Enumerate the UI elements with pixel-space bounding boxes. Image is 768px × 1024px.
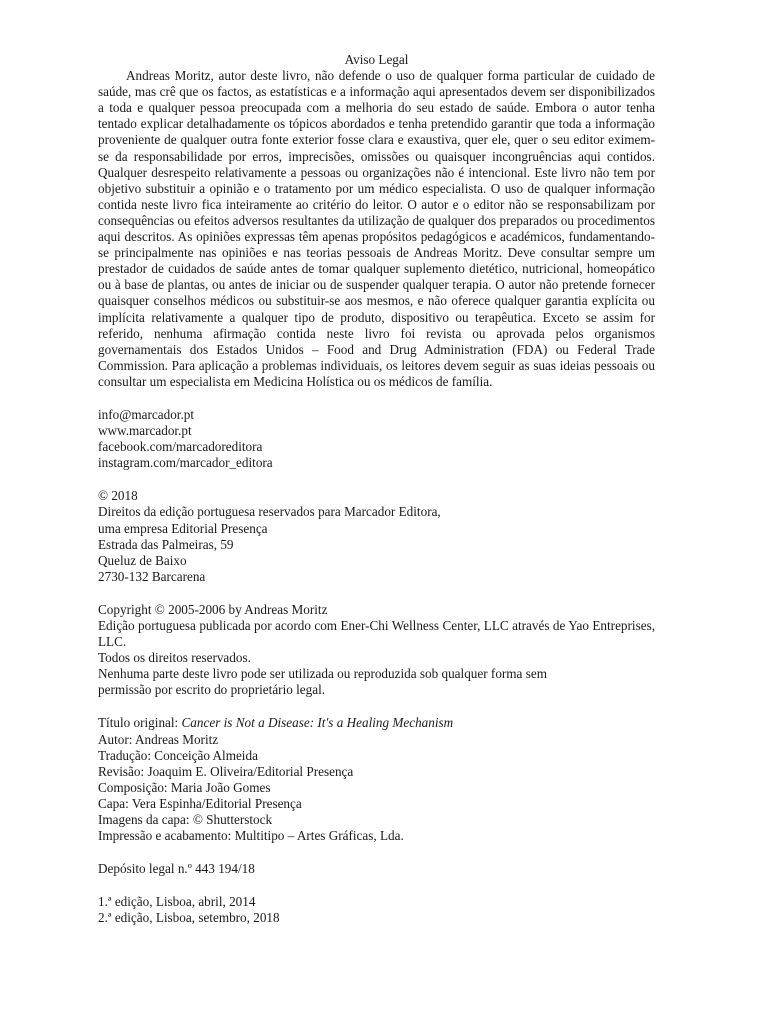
credits-composition: Composição: Maria João Gomes xyxy=(98,779,271,795)
edition-line: 2.ª edição, Lisboa, setembro, 2018 xyxy=(98,910,280,926)
contact-facebook: facebook.com/marcadoreditora xyxy=(98,439,263,455)
original-title-value: Cancer is Not a Disease: It's a Healing Mechanism xyxy=(181,715,454,731)
copyright-page xyxy=(98,52,655,927)
publisher-block xyxy=(98,488,655,585)
publisher-street: Estrada das Palmeiras, 59 xyxy=(98,536,234,552)
contact-website: www.marcador.pt xyxy=(98,423,192,439)
copyright-block xyxy=(98,602,655,699)
publisher-postal-code: 2730-132 Barcarena xyxy=(98,568,206,584)
copyright-reserved: Todos os direitos reservados. xyxy=(98,650,251,666)
credits-revision: Revisão: Joaquim E. Oliveira/Editorial Presença xyxy=(98,763,354,779)
original-title-label: Título original: xyxy=(98,715,182,731)
copyright-agreement: Edição portuguesa publicada por acordo com Ener-Chi Wellness Center, LLC através de Yao Entreprises, LLC. xyxy=(98,618,655,650)
credits-author: Autor: Andreas Moritz xyxy=(98,731,219,747)
legal-notice-title: Aviso Legal xyxy=(344,52,409,67)
publisher-company: uma empresa Editorial Presença xyxy=(98,520,268,536)
credits-cover-images: Imagens da capa: © Shutterstock xyxy=(98,812,273,828)
publisher-rights: Direitos da edição portuguesa reservados para Marcador Editora, xyxy=(98,504,441,520)
legal-deposit: Depósito legal n.º 443 194/18 xyxy=(98,861,255,877)
edition-line: 1.ª edição, Lisboa, abril, 2014 xyxy=(98,894,256,910)
publisher-locality: Queluz de Baixo xyxy=(98,552,187,568)
credits-original-title xyxy=(98,715,655,731)
credits-printing: Impressão e acabamento: Multitipo – Artes Gráficas, Lda. xyxy=(98,828,404,844)
contact-email: info@marcador.pt xyxy=(98,406,195,422)
credits-cover: Capa: Vera Espinha/Editorial Presença xyxy=(98,795,302,811)
copyright-line: Copyright © 2005-2006 by Andreas Moritz xyxy=(98,601,328,617)
publisher-copyright-year: © 2018 xyxy=(98,488,138,504)
legal-notice-body: Andreas Moritz, autor deste livro, não defende o uso de qualquer forma particular de cuidado de saúde, mas crê que os factos, as estatísticas e a informação aqui apresentados devem ser disponibilizados a toda e qualquer pessoa preocupada com a melhoria do seu estado de saúde. Embora o autor tenha tentado explicar detalhadamente os tópicos abordados e tenha pretendido garantir que toda a informação proveniente de qualquer outra fonte exterior fosse clara e exaustiva, quer ele, quer o seu editor eximem-se da responsabilidade por erros, imprecisões, omissões ou quaisquer incongruências aqui contidos. Qualquer desrespeito relativamente a pessoas ou organizações não é intencional. Este livro não tem por objetivo substituir a opinião e o tratamento por um médico especialista. O uso de qualquer informação contida neste livro fica inteiramente ao critério do leitor. O autor e o editor não se responsabilizam por consequências ou efeitos adversos resultantes da utilização de qualquer dos preparados ou procedimentos aqui descritos. As opiniões expressas têm apenas propósitos pedagógicos e académicos, fundamentando-se principalmente nas opiniões e nas teorias pessoais de Andreas Moritz. Deve consultar sempre um prestador de cuidados de saúde antes de tomar qualquer suplemento dietético, nutricional, homeopático ou à base de plantas, ou antes de iniciar ou de suspender qualquer terapia. O autor não pretende fornecer quaisquer conselhos médicos ou substituir-se aos mesmos, e não oferece qualquer garantia explícita ou implícita relativamente a qualquer tipo de produto, dispositivo ou terapêutica. Exceto se assim for referido, nenhuma afirmação contida neste livro foi revista ou aprovada pelos organismos governamentais dos Estados Unidos – Food and Drug Administration (FDA) ou Federal Trade Commission. Para aplicação a problemas individuais, os leitores devem seguir as suas ideias pessoais ou consultar um especialista em Medicina Holística ou os médicos de família. xyxy=(98,68,655,389)
credits-block xyxy=(98,715,655,844)
credits-translation: Tradução: Conceição Almeida xyxy=(98,747,258,763)
contact-instagram: instagram.com/marcador_editora xyxy=(98,455,273,471)
contacts-block xyxy=(98,407,655,471)
copyright-restriction: Nenhuma parte deste livro pode ser utilizada ou reproduzida sob qualquer forma sem permissão por escrito do proprietário legal. xyxy=(98,666,547,698)
editions-block xyxy=(98,894,655,926)
